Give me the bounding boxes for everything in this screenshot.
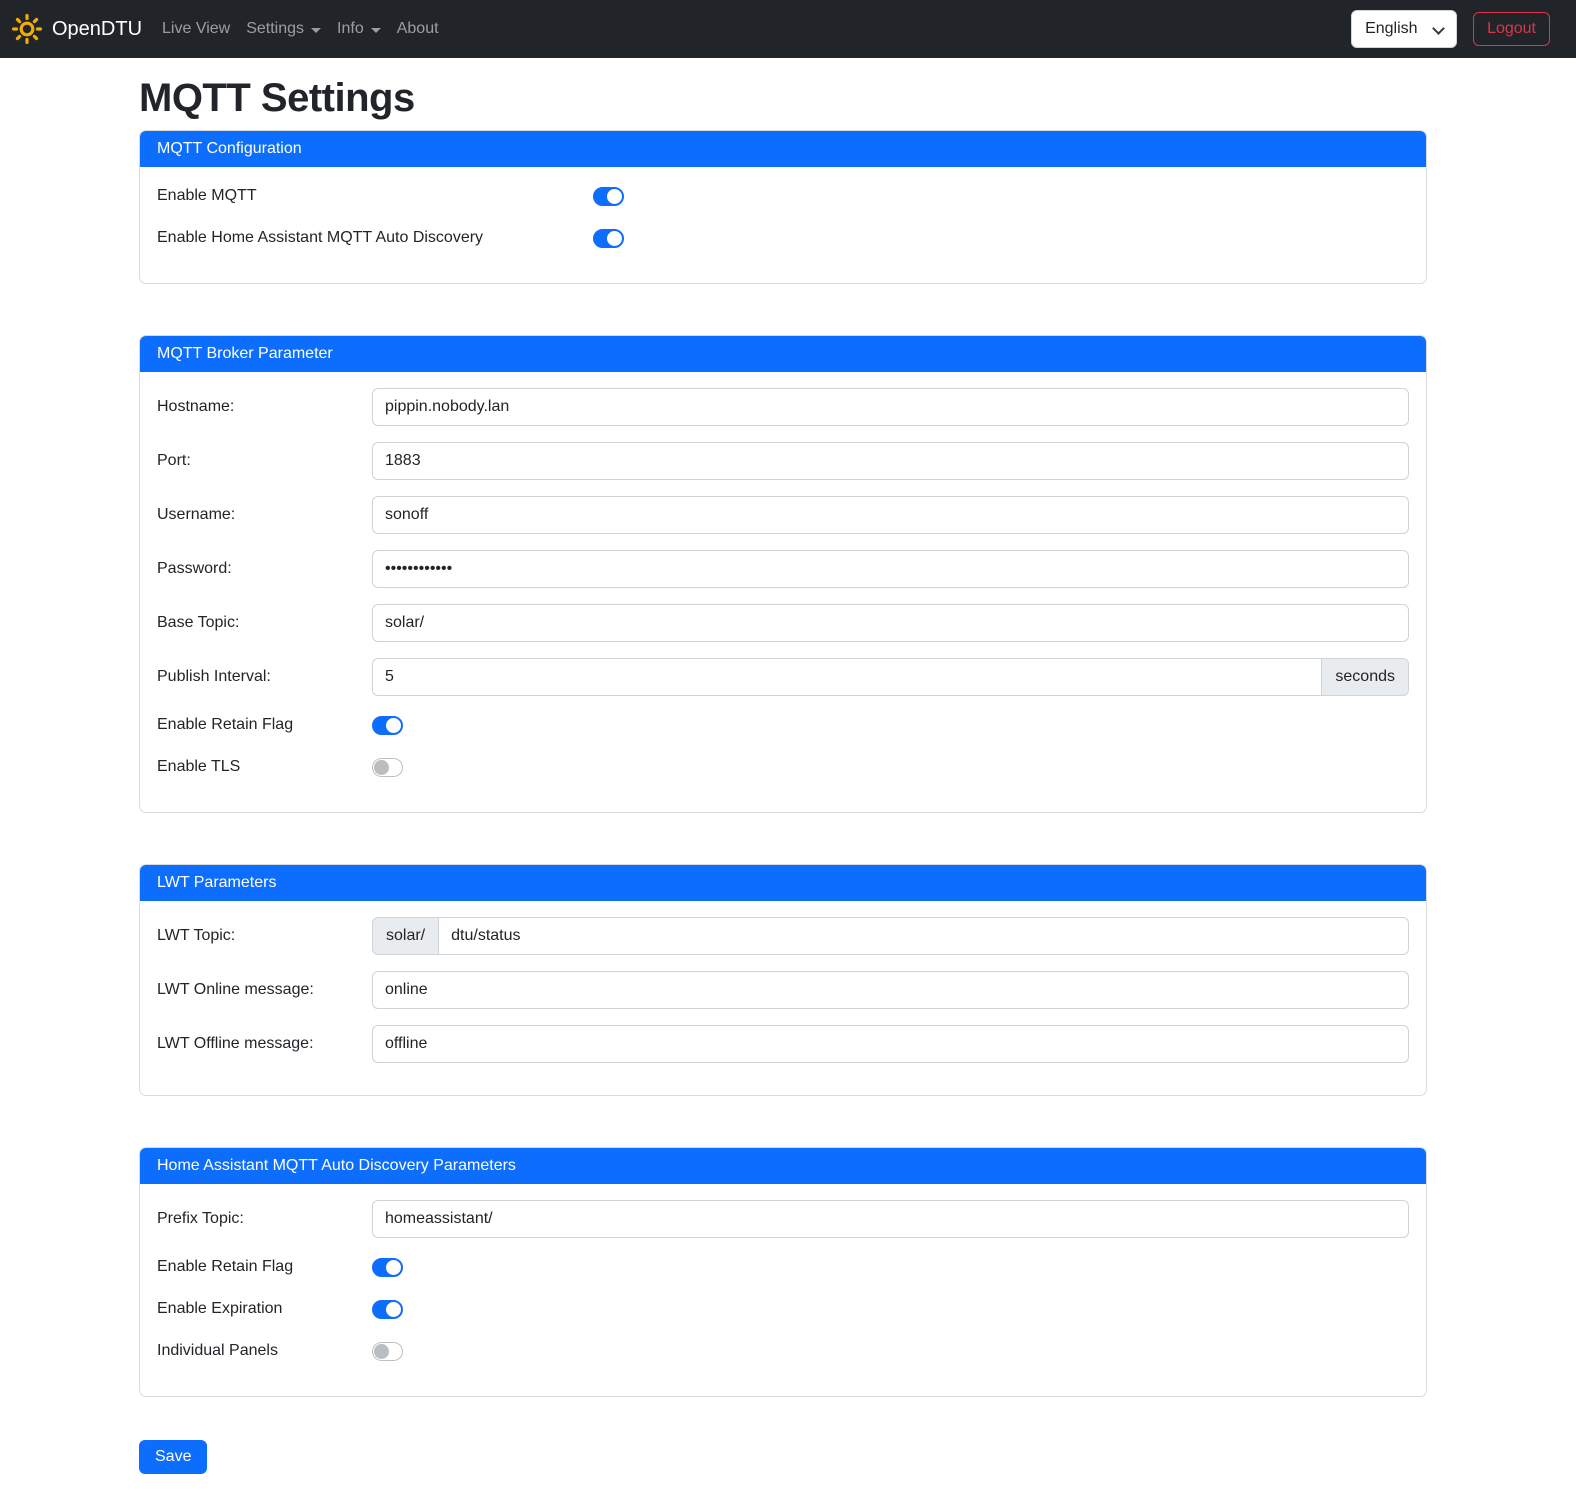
field-label: LWT Offline message: [157,1035,314,1052]
nav-links [162,12,455,46]
field-label: Hostname: [157,398,235,415]
chevron-down-icon [1432,22,1445,35]
navbar [0,0,1576,58]
toggle-row-individual-panels [157,1338,1409,1364]
lwt-online-message-input[interactable] [372,971,1409,1009]
chevron-down-icon [311,28,321,33]
toggle-knob [386,1260,401,1275]
lwt-offline-message-input[interactable] [372,1025,1409,1063]
field-row-base-topic [157,604,1409,642]
field-row-lwt-online-message [157,971,1409,1009]
publish-interval-unit: seconds [1322,658,1409,696]
port-input[interactable] [372,442,1409,480]
field-row-port [157,442,1409,480]
field-row-prefix-topic [157,1200,1409,1238]
navbar-right [1351,10,1550,48]
nav-item-label: Settings [246,20,305,37]
main-content [139,74,1427,1500]
field-row-lwt-offline-message [157,1025,1409,1063]
enable-tls-toggle[interactable] [372,758,403,777]
chevron-down-icon [371,28,381,33]
card-lwt-parameters [139,864,1427,1096]
nav-item-label: Live View [162,20,231,37]
toggle-row-enable-hass-discovery [157,225,1409,251]
toggle-row-enable-mqtt [157,183,1409,209]
field-label: Enable Home Assistant MQTT Auto Discovery [157,229,484,246]
card-body [140,167,1426,283]
field-label: LWT Online message: [157,981,314,998]
field-label: Enable MQTT [157,187,257,204]
field-label: Individual Panels [157,1342,278,1359]
card-header-hass-auto-discovery: Home Assistant MQTT Auto Discovery Parameters [140,1148,1426,1184]
card-body [140,901,1426,1095]
username-input[interactable] [372,496,1409,534]
field-label: Username: [157,506,236,523]
enable-hass-discovery-toggle[interactable] [593,229,624,248]
card-mqtt-broker-parameter [139,335,1427,813]
field-label: Publish Interval: [157,668,271,685]
field-label: Prefix Topic: [157,1210,244,1227]
enable-mqtt-toggle[interactable] [593,187,624,206]
card-hass-auto-discovery-parameters [139,1147,1427,1397]
nav-item-label: About [396,20,439,37]
lwt-topic-prefix: solar/ [372,917,438,955]
toggle-knob [386,718,401,733]
publish-interval-input[interactable] [372,658,1322,696]
nav-item-settings[interactable] [246,12,321,46]
toggle-knob [607,231,622,246]
field-label: Password: [157,560,232,577]
card-body [140,1184,1426,1396]
toggle-row-hass-retain-flag [157,1254,1409,1280]
field-row-password [157,550,1409,588]
field-label: Enable TLS [157,758,241,775]
save-button[interactable]: Save [139,1440,207,1474]
brand-opendtu[interactable] [12,14,142,44]
field-label: Enable Retain Flag [157,716,294,733]
hass-retain-flag-toggle[interactable] [372,1258,403,1277]
page-title: MQTT Settings [139,76,415,120]
hostname-input[interactable] [372,388,1409,426]
sun-icon [12,14,42,44]
nav-item-about[interactable] [397,12,439,46]
hass-prefix-topic-input[interactable] [372,1200,1409,1238]
field-label: Enable Retain Flag [157,1258,294,1275]
toggle-knob [374,760,389,775]
toggle-row-enable-expiration [157,1296,1409,1322]
card-body [140,372,1426,812]
enable-expiration-toggle[interactable] [372,1300,403,1319]
card-header-mqtt-configuration: MQTT Configuration [140,131,1426,167]
toggle-row-enable-tls [157,754,1409,780]
nav-item-live-view[interactable] [162,12,230,46]
toggle-row-enable-retain-flag [157,712,1409,738]
password-input[interactable] [372,550,1409,588]
language-select[interactable] [1351,10,1457,48]
card-header-lwt-parameters: LWT Parameters [140,865,1426,901]
broker-retain-flag-toggle[interactable] [372,716,403,735]
card-header-mqtt-broker-parameter: MQTT Broker Parameter [140,336,1426,372]
field-row-lwt-topic [157,917,1409,955]
field-row-username [157,496,1409,534]
language-selected-value: English [1365,20,1418,37]
field-label: LWT Topic: [157,927,236,944]
card-mqtt-configuration [139,130,1427,284]
field-label: Base Topic: [157,614,240,631]
toggle-knob [607,189,622,204]
field-row-publish-interval [157,658,1409,696]
field-label: Enable Expiration [157,1300,283,1317]
toggle-knob [386,1302,401,1317]
nav-item-label: Info [337,20,364,37]
base-topic-input[interactable] [372,604,1409,642]
lwt-topic-input[interactable] [438,917,1409,955]
nav-item-info[interactable] [337,12,381,46]
brand-label: OpenDTU [52,17,143,40]
field-label: Port: [157,452,191,469]
individual-panels-toggle[interactable] [372,1342,403,1361]
field-row-hostname [157,388,1409,426]
logout-button[interactable]: Logout [1473,12,1550,46]
toggle-knob [374,1344,389,1359]
